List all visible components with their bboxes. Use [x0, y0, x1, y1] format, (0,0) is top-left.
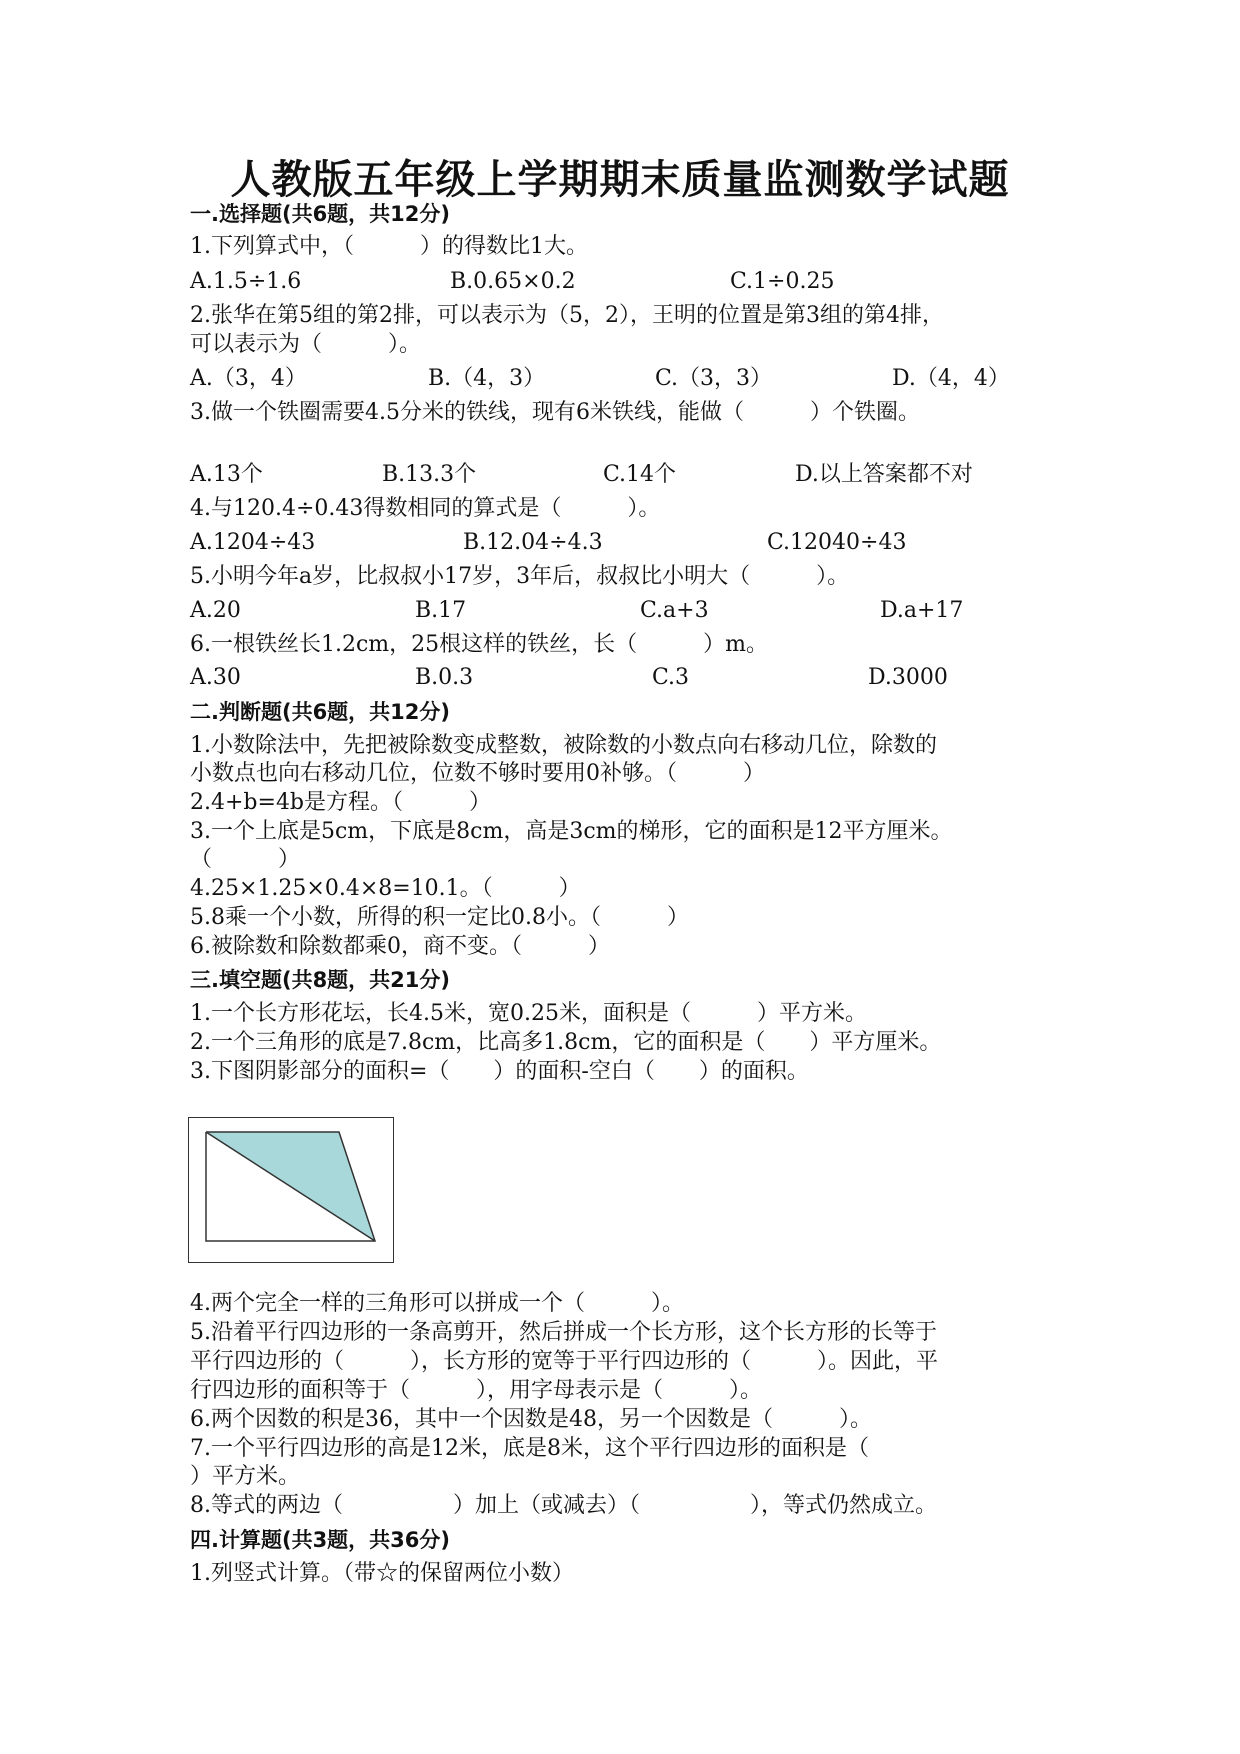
question-2-5: 5.8乘一个小数，所得的积一定比0.8小。（ ）	[190, 905, 689, 930]
option-b: B.17	[415, 598, 467, 623]
question-1-2-line2: 可以表示为（ ）。	[190, 332, 422, 357]
question-3-8: 8.等式的两边（ ）加上（或减去）（ ），等式仍然成立。	[190, 1493, 937, 1518]
question-4-1: 1.列竖式计算。（带☆的保留两位小数）	[190, 1561, 574, 1586]
question-1-6: 6.一根铁丝长1.2cm，25根这样的铁丝，长（ ）m。	[190, 632, 769, 657]
option-c: C.a+3	[640, 598, 709, 623]
option-c: C.3	[652, 665, 690, 690]
section-heading-calculation: 四.计算题(共3题，共36分)	[190, 1528, 451, 1552]
option-c: C.1÷0.25	[730, 269, 835, 294]
option-a: A.1204÷43	[190, 530, 316, 555]
option-d: D.3000	[868, 665, 948, 690]
option-a: A.30	[190, 665, 241, 690]
question-2-4: 4.25×1.25×0.4×8=10.1。（ ）	[190, 876, 581, 901]
question-2-6: 6.被除数和除数都乘0，商不变。（ ）	[190, 934, 610, 959]
option-b: B.13.3个	[382, 462, 477, 487]
question-1-1: 1.下列算式中，（ ）的得数比1大。	[190, 234, 588, 259]
figure-svg	[189, 1118, 393, 1262]
question-3-5-line2: 平行四边形的（ ），长方形的宽等于平行四边形的（ ）。因此，平	[190, 1349, 939, 1374]
question-1-2-line1: 2.张华在第5组的第2排，可以表示为（5，2），王明的位置是第3组的第4排，	[190, 303, 944, 328]
option-c: C.（3，3）	[655, 366, 773, 391]
question-2-3-line1: 3.一个上底是5cm，下底是8cm，高是3cm的梯形，它的面积是12平方厘米。	[190, 819, 953, 844]
question-2-1-line2: 小数点也向右移动几位，位数不够时要用0补够。（ ）	[190, 761, 765, 786]
question-1-3: 3.做一个铁圈需要4.5分米的铁线，现有6米铁线，能做（ ）个铁圈。	[190, 400, 920, 425]
section-heading-choice: 一.选择题(共6题，共12分)	[190, 202, 451, 226]
question-3-2: 2.一个三角形的底是7.8cm，比高多1.8cm，它的面积是（ ）平方厘米。	[190, 1030, 942, 1055]
option-d: D.a+17	[880, 598, 964, 623]
question-3-7-line1: 7.一个平行四边形的高是12米，底是8米，这个平行四边形的面积是（	[190, 1436, 869, 1461]
page-title: 人教版五年级上学期期末质量监测数学试题	[230, 156, 1010, 203]
question-2-3-line2: （ ）	[190, 847, 301, 872]
question-2-1-line1: 1.小数除法中，先把被除数变成整数，被除数的小数点向右移动几位，除数的	[190, 733, 937, 758]
section-heading-judgement: 二.判断题(共6题，共12分)	[190, 700, 451, 724]
question-3-4: 4.两个完全一样的三角形可以拼成一个（ ）。	[190, 1291, 684, 1316]
option-b: B.0.3	[415, 665, 474, 690]
option-c: C.14个	[603, 462, 677, 487]
question-3-5-line1: 5.沿着平行四边形的一条高剪开，然后拼成一个长方形，这个长方形的长等于	[190, 1320, 937, 1345]
option-d: D.（4，4）	[892, 366, 1010, 391]
shaded-area-figure	[188, 1117, 394, 1263]
question-3-1: 1.一个长方形花坛，长4.5米，宽0.25米，面积是（ ）平方米。	[190, 1001, 867, 1026]
question-2-2: 2.4+b=4b是方程。（ ）	[190, 790, 492, 815]
question-1-5: 5.小明今年a岁，比叔叔小17岁，3年后，叔叔比小明大（ ）。	[190, 564, 850, 589]
option-a: A.1.5÷1.6	[190, 269, 302, 294]
option-a: A.13个	[190, 462, 263, 487]
option-a: A.（3，4）	[190, 366, 307, 391]
option-b: B.12.04÷4.3	[463, 530, 603, 555]
question-3-3: 3.下图阴影部分的面积=（ ）的面积-空白（ ）的面积。	[190, 1059, 809, 1084]
option-b: B.0.65×0.2	[450, 269, 576, 294]
question-3-6: 6.两个因数的积是36，其中一个因数是48，另一个因数是（ ）。	[190, 1407, 872, 1432]
question-1-4: 4.与120.4÷0.43得数相同的算式是（ ）。	[190, 496, 661, 521]
question-3-5-line3: 行四边形的面积等于（ ），用字母表示是（ ）。	[190, 1378, 763, 1403]
option-c: C.12040÷43	[767, 530, 907, 555]
question-3-7-line2: ）平方米。	[190, 1464, 301, 1489]
option-a: A.20	[190, 598, 241, 623]
section-heading-fill-blank: 三.填空题(共8题，共21分)	[190, 968, 451, 992]
option-d: D.以上答案都不对	[795, 462, 973, 487]
option-b: B.（4，3）	[428, 366, 546, 391]
